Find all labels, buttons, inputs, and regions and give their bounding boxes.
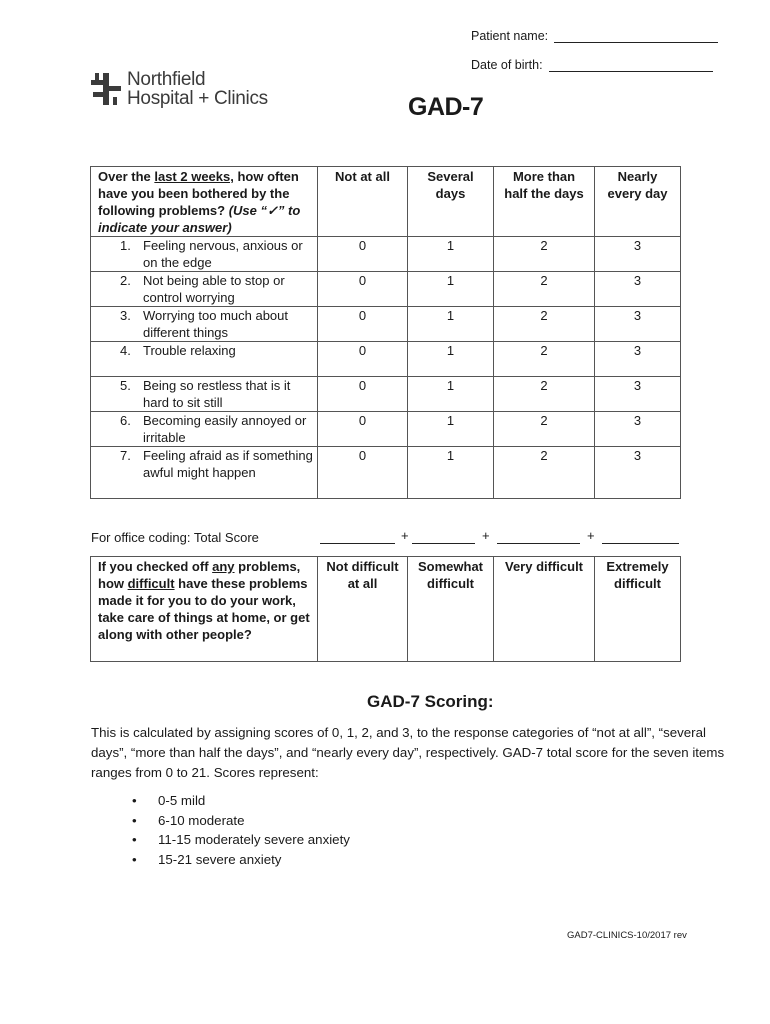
revision-code: GAD7-CLINICS-10/2017 rev: [567, 930, 687, 941]
total-score-blank-3[interactable]: [497, 531, 580, 544]
score-cell-nearly-every-day[interactable]: 3: [595, 412, 681, 447]
item-text: 5. Being so restless that is it hard to sit still: [91, 377, 318, 412]
table-row: [91, 237, 681, 272]
score-cell-more-than-half[interactable]: 2: [494, 237, 595, 272]
difficulty-option-not-difficult[interactable]: Not difficult at all: [318, 557, 408, 662]
logo: [90, 70, 268, 108]
table-row: [91, 307, 681, 342]
item-text: 2. Not being able to stop or control worrying: [91, 272, 318, 307]
score-cell-nearly-every-day[interactable]: 3: [595, 307, 681, 342]
office-coding-label: For office coding: Total Score: [91, 530, 259, 545]
question-header: Over the last 2 weeks, how often have you been bothered by the following problems? (Use “✓” to indicate your answer): [91, 167, 318, 237]
list-item: • 15-21 severe anxiety: [115, 850, 350, 870]
score-cell-nearly-every-day[interactable]: 3: [595, 272, 681, 307]
score-cell-several-days[interactable]: 1: [408, 412, 494, 447]
date-of-birth-input[interactable]: [549, 58, 713, 72]
score-cell-several-days[interactable]: 1: [408, 307, 494, 342]
score-cell-several-days[interactable]: 1: [408, 272, 494, 307]
score-cell-not-at-all[interactable]: 0: [318, 447, 408, 499]
list-item: • 0-5 mild: [115, 791, 350, 811]
list-item: • 11-15 moderately severe anxiety: [115, 830, 350, 850]
score-cell-not-at-all[interactable]: 0: [318, 412, 408, 447]
total-score-blank-2[interactable]: [412, 531, 475, 544]
logo-line-2: Hospital + Clinics: [127, 88, 268, 109]
patient-name-field: [471, 29, 718, 43]
score-cell-not-at-all[interactable]: 0: [318, 377, 408, 412]
plus-sign: +: [482, 528, 490, 543]
column-header-more-than-half: More than half the days: [494, 167, 595, 237]
scoring-paragraph: This is calculated by assigning scores of 0, 1, 2, and 3, to the response categories of “not at all”, “several days”, “more than half the days”, and “nearly every day”, respectively. GAD-7 total score for the seven items ranges from 0 to 21. Scores represent:: [91, 725, 725, 780]
item-text: 4. Trouble relaxing: [91, 342, 318, 377]
difficulty-question: If you checked off any problems, how difficult have these problems made it for you to do your work, take care of things at home, or get along with other people?: [91, 557, 318, 662]
difficulty-option-extremely[interactable]: Extremely difficult: [595, 557, 681, 662]
score-cell-not-at-all[interactable]: 0: [318, 342, 408, 377]
northfield-mark-icon: [90, 72, 122, 106]
score-cell-nearly-every-day[interactable]: 3: [595, 377, 681, 412]
score-cell-several-days[interactable]: 1: [408, 377, 494, 412]
table-header-row: [91, 167, 681, 237]
item-text: 1. Feeling nervous, anxious or on the edge: [91, 237, 318, 272]
score-cell-not-at-all[interactable]: 0: [318, 237, 408, 272]
difficulty-table: [90, 556, 681, 662]
score-cell-more-than-half[interactable]: 2: [494, 307, 595, 342]
score-cell-more-than-half[interactable]: 2: [494, 447, 595, 499]
date-of-birth-field: [471, 58, 713, 72]
patient-name-input[interactable]: [554, 29, 718, 43]
date-of-birth-label: Date of birth:: [471, 58, 543, 72]
score-cell-several-days[interactable]: 1: [408, 237, 494, 272]
score-cell-more-than-half[interactable]: 2: [494, 412, 595, 447]
score-cell-more-than-half[interactable]: 2: [494, 272, 595, 307]
table-row: [91, 342, 681, 377]
score-ranges-list: [115, 791, 350, 869]
column-header-not-at-all: Not at all: [318, 167, 408, 237]
total-score-blank-4[interactable]: [602, 531, 679, 544]
plus-sign: +: [401, 528, 409, 543]
page-title: GAD-7: [408, 93, 484, 121]
score-cell-nearly-every-day[interactable]: 3: [595, 447, 681, 499]
scoring-title: GAD-7 Scoring:: [367, 692, 494, 711]
score-cell-not-at-all[interactable]: 0: [318, 272, 408, 307]
score-cell-nearly-every-day[interactable]: 3: [595, 342, 681, 377]
table-row: [91, 412, 681, 447]
score-cell-nearly-every-day[interactable]: 3: [595, 237, 681, 272]
gad7-questionnaire-table: [90, 166, 681, 499]
table-row: [91, 377, 681, 412]
list-item: • 6-10 moderate: [115, 811, 350, 831]
plus-sign: +: [587, 528, 595, 543]
item-text: 3. Worrying too much about different things: [91, 307, 318, 342]
logo-line-1: Northfield: [127, 69, 206, 90]
column-header-nearly-every-day: Nearly every day: [595, 167, 681, 237]
total-score-blank-1[interactable]: [320, 531, 395, 544]
difficulty-option-somewhat[interactable]: Somewhat difficult: [408, 557, 494, 662]
patient-name-label: Patient name:: [471, 29, 549, 43]
score-cell-several-days[interactable]: 1: [408, 447, 494, 499]
score-cell-more-than-half[interactable]: 2: [494, 342, 595, 377]
table-row: [91, 447, 681, 499]
score-cell-not-at-all[interactable]: 0: [318, 307, 408, 342]
item-text: 7. Feeling afraid as if something awful might happen: [91, 447, 318, 499]
score-cell-more-than-half[interactable]: 2: [494, 377, 595, 412]
difficulty-option-very[interactable]: Very difficult: [494, 557, 595, 662]
column-header-several-days: Several days: [408, 167, 494, 237]
table-row: [91, 272, 681, 307]
item-text: 6. Becoming easily annoyed or irritable: [91, 412, 318, 447]
difficulty-row: [91, 557, 681, 662]
score-cell-several-days[interactable]: 1: [408, 342, 494, 377]
